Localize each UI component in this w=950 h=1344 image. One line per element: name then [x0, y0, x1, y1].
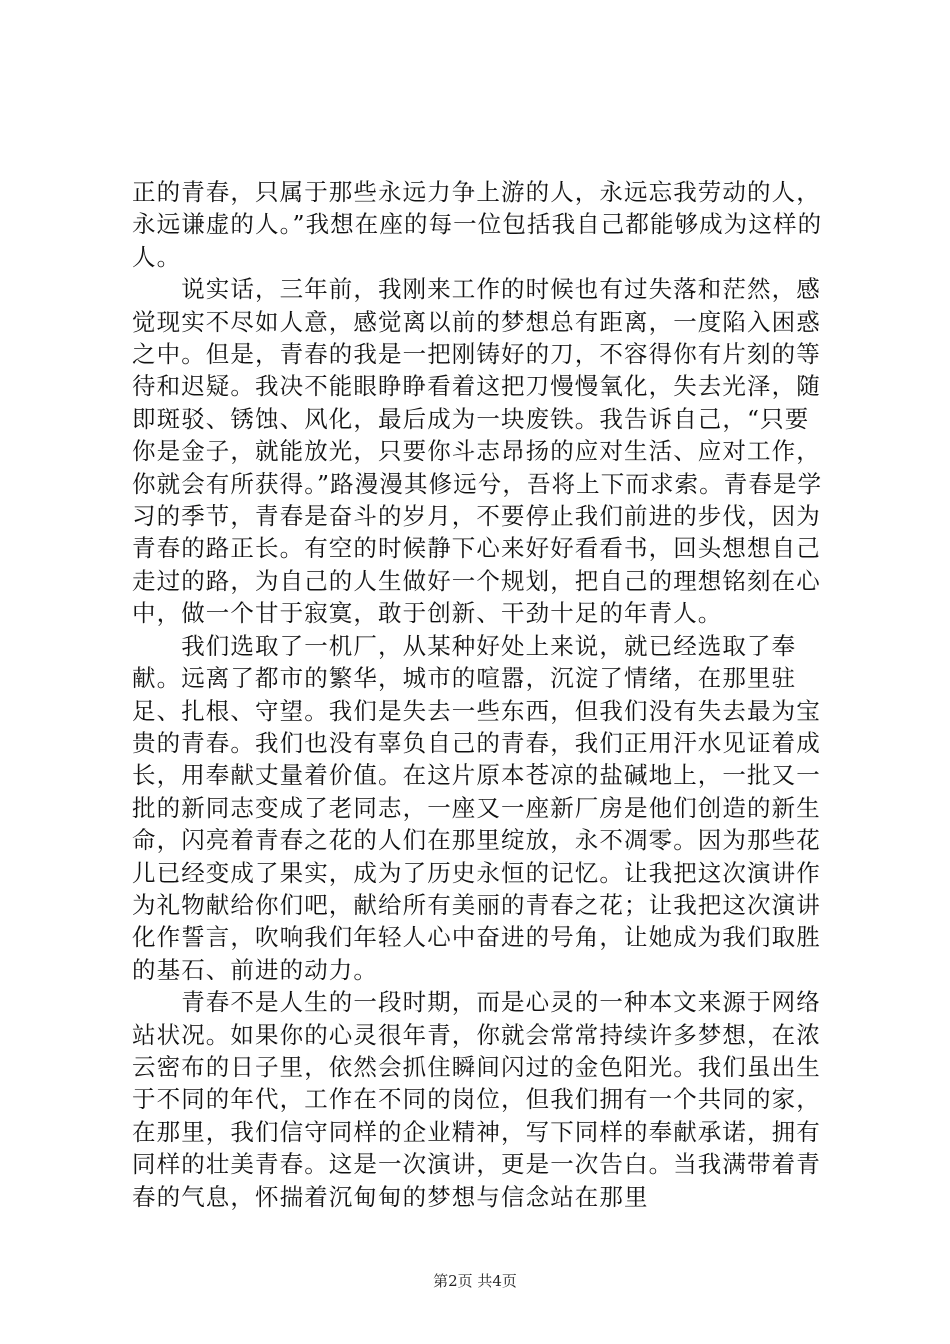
body-text — [132, 176, 832, 1213]
paragraph-youth: 青春不是人生的一段时期，而是心灵的一种本文来源于网络站状况。如果你的心灵很年青，你就会常常持续许多梦想，在浓云密布的日子里，依然会抓住瞬间闪过的金色阳光。我们虽出生于不同的年代，工作在不同的岗位，但我们拥有一个共同的家，在那里，我们信守同样的企业精神，写下同样的奉献承诺，拥有同样的壮美青春。这是一次演讲，更是一次告白。当我满带着青春的气息，怀揣着沉甸甸的梦想与信念站在那里 — [132, 988, 821, 1211]
paragraph-continuation: 正的青春，只属于那些永远力争上游的人，永远忘我劳动的人，永远谦虚的人。”我想在座的每一位包括我自己都能够成为这样的人。 — [132, 178, 823, 271]
page-number-footer: 第2页 共4页 — [433, 1272, 517, 1290]
paragraph-reflection: 说实话，三年前，我刚来工作的时候也有过失落和茫然，感觉现实不尽如人意，感觉离以前的梦想总有距离，一度陷入困惑之中。但是，青春的我是一把刚铸好的刀，不容得你有片刻的等待和迟疑。我决不能眼睁睁看着这把刀慢慢氧化，失去光泽，随即斑驳、锈蚀、风化，最后成为一块废铁。我告诉自己，“只要你是金子，就能放光，只要你斗志昂扬的应对生活、应对工作，你就会有所获得。”路漫漫其修远兮，吾将上下而求索。青春是学习的季节，青春是奋斗的岁月，不要停止我们前进的步伐，因为青春的路正长。有空的时候静下心来好好看看书，回头想想自己走过的路，为自己的人生做好一个规划，把自己的理想铭刻在心中，做一个甘于寂寞，敢于创新、干劲十足的年青人。 — [132, 275, 823, 628]
paragraph-dedication: 我们选取了一机厂，从某种好处上来说，就已经选取了奉献。远离了都市的繁华，城市的喧嚣，沉淀了情绪，在那里驻足、扎根、守望。我们是失去一些东西，但我们没有失去最为宝贵的青春。我们也没有辜负自己的青春，我们正用汗水见证着成长，用奉献丈量着价值。在这片原本苍凉的盐碱地上，一批又一批的新同志变成了老同志，一座又一座新厂房是他们创造的新生命，闪亮着青春之花的人们在那里绽放，永不凋零。因为那些花儿已经变成了果实，成为了历史永恒的记忆。让我把这次演讲作为礼物献给你们吧，献给所有美丽的青春之花；让我把这次演讲化作誓言，吹响我们年轻人心中奋进的号角，让她成为我们取胜的基石、前进的动力。 — [132, 631, 821, 984]
